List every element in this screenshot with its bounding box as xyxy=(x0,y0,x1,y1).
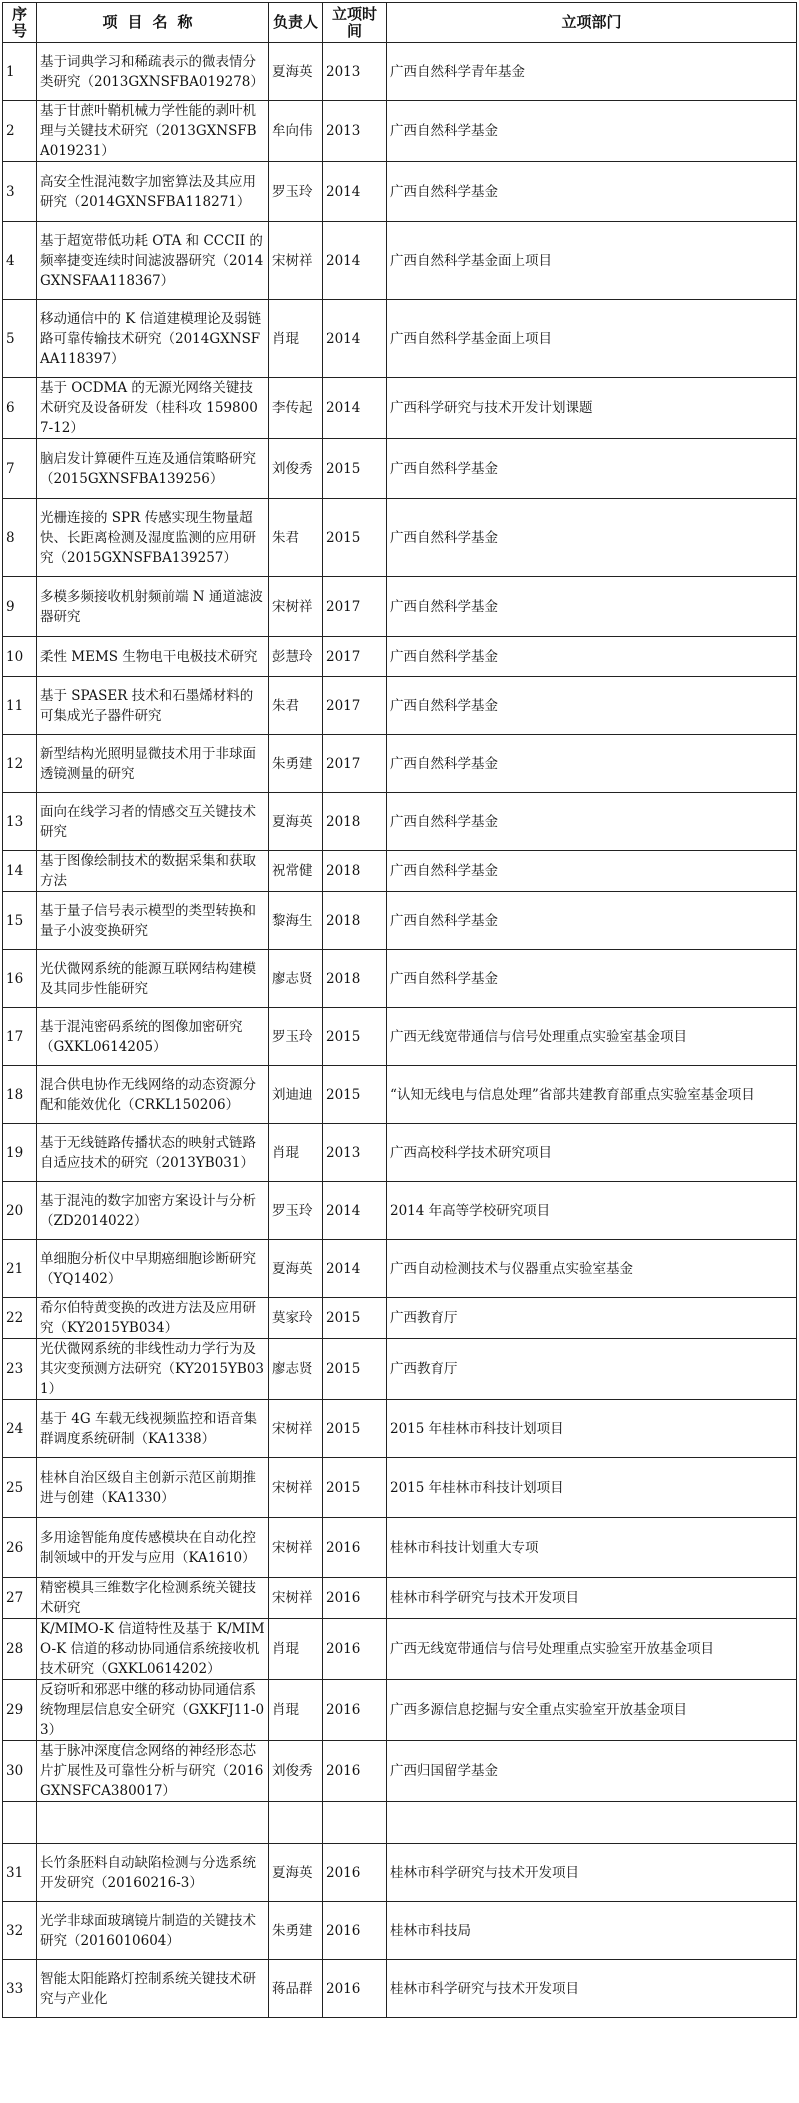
table-row xyxy=(3,1400,797,1458)
row-seq: 25 xyxy=(3,1458,37,1518)
table-row xyxy=(3,1619,797,1680)
row-manager: 罗玉玲 xyxy=(269,1182,323,1240)
table-row xyxy=(3,892,797,950)
row-seq: 20 xyxy=(3,1182,37,1240)
row-project: 桂林自治区级自主创新示范区前期推进与创建（KA1330） xyxy=(37,1458,269,1518)
row-dept: 广西无线宽带通信与信号处理重点实验室开放基金项目 xyxy=(387,1619,797,1680)
row-dept xyxy=(387,1802,797,1844)
row-seq: 17 xyxy=(3,1008,37,1066)
row-seq: 19 xyxy=(3,1124,37,1182)
header-manager: 负责人 xyxy=(269,3,323,43)
row-manager: 肖琨 xyxy=(269,300,323,378)
row-project: 单细胞分析仪中早期癌细胞诊断研究（YQ1402） xyxy=(37,1240,269,1298)
row-manager: 彭慧玲 xyxy=(269,637,323,677)
row-manager: 罗玉玲 xyxy=(269,162,323,222)
row-manager: 宋树祥 xyxy=(269,577,323,637)
row-dept: 广西自然科学基金 xyxy=(387,950,797,1008)
row-manager: 蒋品群 xyxy=(269,1960,323,2018)
row-manager: 刘俊秀 xyxy=(269,1741,323,1802)
row-dept: 广西自然科学基金 xyxy=(387,577,797,637)
table-row xyxy=(3,43,797,101)
row-dept: 广西自然科学基金 xyxy=(387,793,797,851)
row-project: 高安全性混沌数字加密算法及其应用研究（2014GXNSFBA118271） xyxy=(37,162,269,222)
table-row xyxy=(3,793,797,851)
row-manager: 夏海英 xyxy=(269,1844,323,1902)
table-body xyxy=(3,43,797,2018)
table-row xyxy=(3,1124,797,1182)
row-dept: 广西自然科学基金 xyxy=(387,499,797,577)
row-manager: 宋树祥 xyxy=(269,1518,323,1578)
row-project: 基于 OCDMA 的无源光网络关键技术研究及设备研发（桂科攻 1598007-12） xyxy=(37,378,269,439)
row-seq: 33 xyxy=(3,1960,37,2018)
row-project: 多模多频接收机射频前端 N 通道滤波器研究 xyxy=(37,577,269,637)
row-seq: 2 xyxy=(3,101,37,162)
table-row xyxy=(3,222,797,300)
row-project: 光伏微网系统的非线性动力学行为及其灾变预测方法研究（KY2015YB031） xyxy=(37,1339,269,1400)
row-seq: 24 xyxy=(3,1400,37,1458)
row-seq: 10 xyxy=(3,637,37,677)
row-seq: 5 xyxy=(3,300,37,378)
row-project: 基于图像绘制技术的数据采集和获取方法 xyxy=(37,851,269,892)
row-dept: 广西自然科学基金面上项目 xyxy=(387,222,797,300)
row-manager: 廖志贤 xyxy=(269,1339,323,1400)
row-project: 多用途智能角度传感模块在自动化控制领域中的开发与应用（KA1610） xyxy=(37,1518,269,1578)
row-seq: 23 xyxy=(3,1339,37,1400)
row-dept: 广西自然科学基金 xyxy=(387,892,797,950)
row-year: 2016 xyxy=(323,1741,387,1802)
row-manager: 黎海生 xyxy=(269,892,323,950)
row-project: 移动通信中的 K 信道建模理论及弱链路可靠传输技术研究（2014GXNSFAA118397） xyxy=(37,300,269,378)
row-project: 精密模具三维数字化检测系统关键技术研究 xyxy=(37,1578,269,1619)
row-seq: 18 xyxy=(3,1066,37,1124)
row-manager: 李传起 xyxy=(269,378,323,439)
row-manager: 肖琨 xyxy=(269,1124,323,1182)
row-dept: 2015 年桂林市科技计划项目 xyxy=(387,1400,797,1458)
row-seq: 12 xyxy=(3,735,37,793)
table-row xyxy=(3,851,797,892)
row-year: 2013 xyxy=(323,1124,387,1182)
row-year: 2016 xyxy=(323,1578,387,1619)
row-project: 基于甘蔗叶鞘机械力学性能的剥叶机理与关键技术研究（2013GXNSFBA019231） xyxy=(37,101,269,162)
row-year: 2014 xyxy=(323,300,387,378)
row-manager: 肖琨 xyxy=(269,1680,323,1741)
row-project: 长竹条胚料自动缺陷检测与分选系统开发研究（20160216-3） xyxy=(37,1844,269,1902)
table-row xyxy=(3,1518,797,1578)
table-row xyxy=(3,1008,797,1066)
row-seq: 7 xyxy=(3,439,37,499)
table-row xyxy=(3,735,797,793)
row-year: 2015 xyxy=(323,1458,387,1518)
table-row xyxy=(3,1240,797,1298)
row-seq: 14 xyxy=(3,851,37,892)
row-seq: 1 xyxy=(3,43,37,101)
row-year: 2015 xyxy=(323,1400,387,1458)
row-seq: 9 xyxy=(3,577,37,637)
row-seq: 27 xyxy=(3,1578,37,1619)
row-dept: 广西多源信息挖掘与安全重点实验室开放基金项目 xyxy=(387,1680,797,1741)
row-year: 2015 xyxy=(323,1339,387,1400)
table-row xyxy=(3,1844,797,1902)
row-project: 基于 4G 车载无线视频监控和语音集群调度系统研制（KA1338） xyxy=(37,1400,269,1458)
row-manager: 宋树祥 xyxy=(269,1578,323,1619)
row-year: 2015 xyxy=(323,1066,387,1124)
row-year: 2016 xyxy=(323,1844,387,1902)
row-dept: 广西自然科学基金 xyxy=(387,637,797,677)
row-seq: 26 xyxy=(3,1518,37,1578)
row-year: 2016 xyxy=(323,1680,387,1741)
row-manager: 夏海英 xyxy=(269,43,323,101)
row-dept: 桂林市科技局 xyxy=(387,1902,797,1960)
row-seq: 8 xyxy=(3,499,37,577)
row-manager: 朱勇建 xyxy=(269,1902,323,1960)
row-seq: 13 xyxy=(3,793,37,851)
row-year: 2015 xyxy=(323,499,387,577)
table-row xyxy=(3,1339,797,1400)
row-year: 2018 xyxy=(323,950,387,1008)
row-project: 基于混沌的数字加密方案设计与分析（ZD2014022） xyxy=(37,1182,269,1240)
row-seq: 32 xyxy=(3,1902,37,1960)
row-project: 基于 SPASER 技术和石墨烯材料的可集成光子器件研究 xyxy=(37,677,269,735)
row-manager: 肖琨 xyxy=(269,1619,323,1680)
row-project: 基于词典学习和稀疏表示的微表情分类研究（2013GXNSFBA019278） xyxy=(37,43,269,101)
row-manager: 刘迪迪 xyxy=(269,1066,323,1124)
row-dept: 2015 年桂林市科技计划项目 xyxy=(387,1458,797,1518)
row-dept: 广西自然科学基金 xyxy=(387,851,797,892)
row-seq: 28 xyxy=(3,1619,37,1680)
table-row xyxy=(3,637,797,677)
row-manager: 罗玉玲 xyxy=(269,1008,323,1066)
row-dept: 广西自然科学基金 xyxy=(387,677,797,735)
row-manager: 宋树祥 xyxy=(269,1400,323,1458)
row-dept: “认知无线电与信息处理”省部共建教育部重点实验室基金项目 xyxy=(387,1066,797,1124)
row-project xyxy=(37,1802,269,1844)
row-seq: 16 xyxy=(3,950,37,1008)
row-year: 2018 xyxy=(323,892,387,950)
table-row xyxy=(3,1298,797,1339)
table-row xyxy=(3,101,797,162)
table-row xyxy=(3,950,797,1008)
row-manager: 廖志贤 xyxy=(269,950,323,1008)
row-seq: 31 xyxy=(3,1844,37,1902)
project-table xyxy=(2,2,797,2018)
row-manager: 牟向伟 xyxy=(269,101,323,162)
row-seq: 6 xyxy=(3,378,37,439)
row-seq: 22 xyxy=(3,1298,37,1339)
row-seq: 15 xyxy=(3,892,37,950)
row-dept: 广西高校科学技术研究项目 xyxy=(387,1124,797,1182)
row-project: 基于脉冲深度信念网络的神经形态芯片扩展性及可靠性分析与研究（2016GXNSFCA380017） xyxy=(37,1741,269,1802)
table-row xyxy=(3,378,797,439)
row-seq: 4 xyxy=(3,222,37,300)
row-year: 2014 xyxy=(323,378,387,439)
row-dept: 广西自动检测技术与仪器重点实验室基金 xyxy=(387,1240,797,1298)
row-year: 2017 xyxy=(323,677,387,735)
row-manager: 朱君 xyxy=(269,499,323,577)
row-year: 2014 xyxy=(323,162,387,222)
row-dept: 桂林市科学研究与技术开发项目 xyxy=(387,1844,797,1902)
row-year: 2015 xyxy=(323,1298,387,1339)
header-year: 立项时间 xyxy=(323,3,387,43)
row-dept: 广西归国留学基金 xyxy=(387,1741,797,1802)
table-row xyxy=(3,300,797,378)
table-row xyxy=(3,1802,797,1844)
row-manager: 宋树祥 xyxy=(269,222,323,300)
row-seq: 30 xyxy=(3,1741,37,1802)
row-project: 光栅连接的 SPR 传感实现生物量超快、长距离检测及湿度监测的应用研究（2015GXNSFBA139257） xyxy=(37,499,269,577)
row-year: 2016 xyxy=(323,1518,387,1578)
table-row xyxy=(3,1578,797,1619)
row-year: 2017 xyxy=(323,735,387,793)
row-manager xyxy=(269,1802,323,1844)
row-project: 反窃听和邪恶中继的移动协同通信系统物理层信息安全研究（GXKFJ11-03） xyxy=(37,1680,269,1741)
row-seq xyxy=(3,1802,37,1844)
table-row xyxy=(3,1960,797,2018)
row-dept: 广西教育厅 xyxy=(387,1298,797,1339)
header-dept: 立项部门 xyxy=(387,3,797,43)
row-manager: 朱勇建 xyxy=(269,735,323,793)
row-year: 2014 xyxy=(323,1240,387,1298)
row-project: 柔性 MEMS 生物电干电极技术研究 xyxy=(37,637,269,677)
row-year: 2015 xyxy=(323,439,387,499)
row-project: 混合供电协作无线网络的动态资源分配和能效优化（CRKL150206） xyxy=(37,1066,269,1124)
row-dept: 广西自然科学基金 xyxy=(387,101,797,162)
row-manager: 夏海英 xyxy=(269,793,323,851)
row-dept: 广西自然科学基金 xyxy=(387,162,797,222)
header-row xyxy=(3,3,797,43)
table-row xyxy=(3,499,797,577)
header-project: 项目名称 xyxy=(37,3,269,43)
row-project: 智能太阳能路灯控制系统关键技术研究与产业化 xyxy=(37,1960,269,2018)
row-year: 2018 xyxy=(323,851,387,892)
table-row xyxy=(3,439,797,499)
table-row xyxy=(3,577,797,637)
row-project: 脑启发计算硬件互连及通信策略研究（2015GXNSFBA139256） xyxy=(37,439,269,499)
row-dept: 广西教育厅 xyxy=(387,1339,797,1400)
table-row xyxy=(3,677,797,735)
row-year: 2016 xyxy=(323,1960,387,2018)
row-project: 基于混沌密码系统的图像加密研究（GXKL0614205） xyxy=(37,1008,269,1066)
row-year xyxy=(323,1802,387,1844)
row-year: 2014 xyxy=(323,222,387,300)
row-manager: 宋树祥 xyxy=(269,1458,323,1518)
row-year: 2016 xyxy=(323,1619,387,1680)
row-year: 2013 xyxy=(323,101,387,162)
table-row xyxy=(3,1066,797,1124)
header-seq: 序号 xyxy=(3,3,37,43)
row-year: 2017 xyxy=(323,637,387,677)
row-dept: 桂林市科学研究与技术开发项目 xyxy=(387,1578,797,1619)
row-project: 新型结构光照明显微技术用于非球面透镜测量的研究 xyxy=(37,735,269,793)
row-dept: 2014 年高等学校研究项目 xyxy=(387,1182,797,1240)
table-row xyxy=(3,1902,797,1960)
row-project: 基于超宽带低功耗 OTA 和 CCCII 的频率捷变连续时间滤波器研究（2014GXNSFAA118367） xyxy=(37,222,269,300)
row-year: 2017 xyxy=(323,577,387,637)
row-year: 2016 xyxy=(323,1902,387,1960)
row-project: 光学非球面玻璃镜片制造的关键技术研究（2016010604） xyxy=(37,1902,269,1960)
table-row xyxy=(3,162,797,222)
row-dept: 广西自然科学基金 xyxy=(387,439,797,499)
row-project: 基于量子信号表示模型的类型转换和量子小波变换研究 xyxy=(37,892,269,950)
row-dept: 桂林市科技计划重大专项 xyxy=(387,1518,797,1578)
row-manager: 刘俊秀 xyxy=(269,439,323,499)
row-dept: 广西自然科学基金面上项目 xyxy=(387,300,797,378)
row-year: 2013 xyxy=(323,43,387,101)
row-manager: 夏海英 xyxy=(269,1240,323,1298)
row-dept: 桂林市科学研究与技术开发项目 xyxy=(387,1960,797,2018)
row-dept: 广西自然科学基金 xyxy=(387,735,797,793)
row-manager: 祝常健 xyxy=(269,851,323,892)
table-row xyxy=(3,1680,797,1741)
row-year: 2015 xyxy=(323,1008,387,1066)
row-project: 光伏微网系统的能源互联网结构建模及其同步性能研究 xyxy=(37,950,269,1008)
row-dept: 广西自然科学青年基金 xyxy=(387,43,797,101)
row-dept: 广西无线宽带通信与信号处理重点实验室基金项目 xyxy=(387,1008,797,1066)
table-row xyxy=(3,1182,797,1240)
row-seq: 3 xyxy=(3,162,37,222)
table-row xyxy=(3,1458,797,1518)
row-project: K/MIMO-K 信道特性及基于 K/MIMO-K 信道的移动协同通信系统接收机技术研究（GXKL0614202） xyxy=(37,1619,269,1680)
row-year: 2014 xyxy=(323,1182,387,1240)
row-manager: 朱君 xyxy=(269,677,323,735)
table-row xyxy=(3,1741,797,1802)
row-seq: 29 xyxy=(3,1680,37,1741)
row-project: 面向在线学习者的情感交互关键技术研究 xyxy=(37,793,269,851)
row-seq: 11 xyxy=(3,677,37,735)
row-seq: 21 xyxy=(3,1240,37,1298)
row-manager: 莫家玲 xyxy=(269,1298,323,1339)
row-project: 希尔伯特黄变换的改进方法及应用研究（KY2015YB034） xyxy=(37,1298,269,1339)
row-dept: 广西科学研究与技术开发计划课题 xyxy=(387,378,797,439)
row-year: 2018 xyxy=(323,793,387,851)
row-project: 基于无线链路传播状态的映射式链路自适应技术的研究（2013YB031） xyxy=(37,1124,269,1182)
